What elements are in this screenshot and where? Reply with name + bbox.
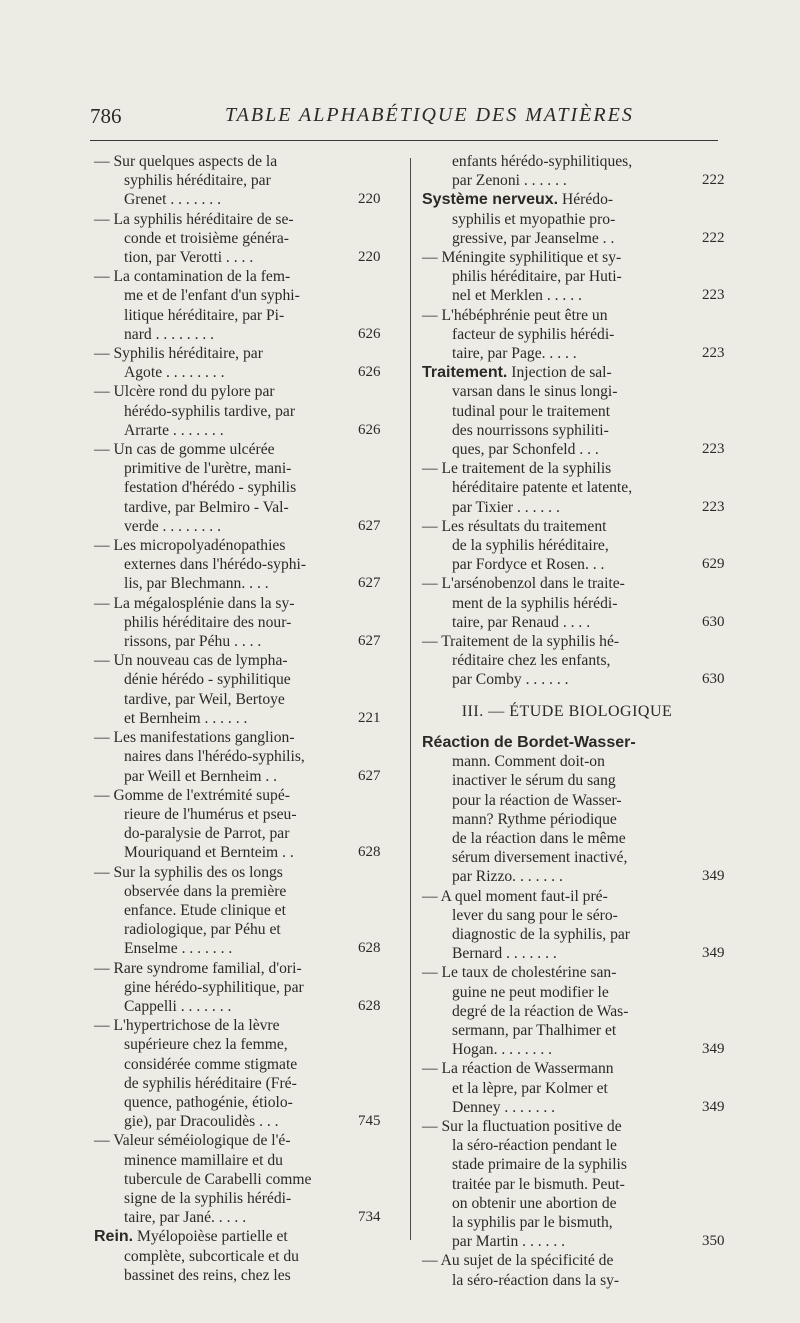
entry-line: la séro-réaction dans la sy-: [452, 1271, 620, 1289]
index-entry: [422, 1059, 712, 1117]
entry-line: par Fordyce et Rosen. . .: [452, 556, 605, 574]
page-reference: 220: [358, 249, 381, 265]
page-reference: 349: [702, 945, 725, 961]
page-reference: 221: [358, 710, 381, 726]
index-entry: [94, 863, 376, 959]
page-reference: 222: [702, 172, 725, 188]
entry-line: Denney . . . . . . .: [452, 1098, 556, 1116]
entry-line: naires dans l'hérédo-syphilis,: [124, 748, 305, 766]
entry-line: Bernard . . . . . . .: [452, 945, 557, 963]
page-reference: 745: [358, 1113, 381, 1129]
entry-line: observée dans la première: [124, 882, 287, 900]
entry-line: la syphilis par le bismuth,: [452, 1213, 613, 1231]
page-reference: 630: [702, 614, 725, 630]
page-reference: 222: [702, 230, 725, 246]
entry-line: verde . . . . . . . .: [124, 517, 222, 535]
entry-line: tudinal pour le traitement: [452, 402, 611, 420]
entry-line: diagnostic de la syphilis, par: [452, 925, 630, 943]
entry-line: et la lèpre, par Kolmer et: [452, 1079, 608, 1097]
page-reference: 349: [702, 868, 725, 884]
entry-line: par Zenoni . . . . . .: [452, 172, 567, 190]
page-reference: 349: [702, 1041, 725, 1057]
index-entry: [94, 1227, 376, 1285]
page-reference: 734: [358, 1209, 381, 1225]
entry-line: me et de l'enfant d'un syphi-: [124, 287, 300, 305]
page-reference: 630: [702, 671, 725, 687]
page-reference: 626: [358, 364, 381, 380]
entry-line: considérée comme stigmate: [124, 1055, 298, 1073]
entry-line: — L'arsénobenzol dans le traite-: [422, 575, 625, 593]
index-entry: [422, 152, 712, 190]
entry-line: — La contamination de la fem-: [94, 268, 291, 286]
entry-line: tardive, par Belmiro - Val-: [124, 498, 289, 516]
entry-line: tardive, par Weil, Bertoye: [124, 690, 285, 708]
entry-line: facteur de syphilis hérédi-: [452, 325, 615, 343]
index-entry: [94, 651, 376, 728]
index-entry: [422, 363, 712, 459]
entry-line: — Le taux de cholestérine san-: [422, 964, 617, 982]
entry-line: signe de la syphilis hérédi-: [124, 1189, 292, 1207]
entry-line: varsan dans le sinus longi-: [452, 383, 618, 401]
entry-line: Enselme . . . . . . .: [124, 940, 233, 958]
entry-line: litique héréditaire, par Pi-: [124, 306, 285, 324]
entry-line: lis, par Blechmann. . . .: [124, 575, 269, 593]
index-entry: [94, 1016, 376, 1131]
entry-line: Mouriquand et Bernteim . .: [124, 844, 294, 862]
entry-line: tubercule de Carabelli comme: [124, 1170, 312, 1188]
index-entry: [422, 733, 712, 887]
entry-line: — L'hypertrichose de la lèvre: [94, 1017, 280, 1035]
entry-line: gine hérédo-syphilitique, par: [124, 978, 304, 996]
index-entry: [422, 459, 712, 517]
entry-line: gressive, par Jeanselme . .: [452, 229, 615, 247]
entry-heading: Système nerveux.: [422, 191, 559, 209]
entry-line: — Rare syndrome familial, d'ori-: [94, 959, 302, 977]
entry-line: nel et Merklen . . . . .: [452, 287, 582, 305]
entry-line: Arrarte . . . . . . .: [124, 421, 224, 439]
entry-heading: Traitement.: [422, 364, 508, 382]
index-entry: [94, 440, 376, 536]
entry-line: — Sur quelques aspects de la: [94, 153, 278, 170]
entry-line: — Méningite syphilitique et sy-: [422, 249, 622, 267]
page-reference: 628: [358, 844, 381, 860]
index-entry: [422, 306, 712, 364]
entry-line: radiologique, par Péhu et: [124, 921, 281, 939]
entry-line: ques, par Schonfeld . . .: [452, 441, 599, 459]
entry-line: héréditaire patente et latente,: [452, 479, 633, 497]
section-title: III. — ÉTUDE BIOLOGIQUE: [461, 702, 673, 720]
index-entry: [94, 728, 376, 786]
entry-line: — La syphilis héréditaire de se-: [94, 210, 294, 228]
entry-line: taire, par Renaud . . . .: [452, 613, 591, 631]
entry-line: réditaire chez les enfants,: [452, 652, 611, 670]
entry-line: sérum diversement inactivé,: [452, 849, 628, 867]
entry-text: Hérédo-: [558, 191, 614, 209]
entry-line: pour la réaction de Wasser-: [452, 791, 622, 809]
index-entry: [422, 632, 712, 690]
entry-line: — Valeur séméiologique de l'é-: [94, 1132, 291, 1150]
entry-line: tion, par Verotti . . . .: [124, 249, 254, 267]
entry-line: de la réaction dans le même: [452, 829, 626, 847]
entry-line: — Syphilis héréditaire, par: [94, 345, 263, 363]
header-rule: [90, 140, 718, 141]
entry-line: — Ulcère rond du pylore par: [94, 383, 275, 401]
entry-line: Hogan. . . . . . . .: [452, 1041, 553, 1059]
page-reference: 223: [702, 287, 725, 303]
entry-line: taire, par Page. . . . .: [452, 345, 577, 363]
right-column: [422, 152, 725, 1290]
column-divider: [410, 158, 411, 1240]
index-entry: [94, 152, 376, 210]
entry-line: on obtenir une abortion de: [452, 1194, 617, 1212]
index-entry: [422, 574, 712, 632]
page-reference: 627: [358, 575, 381, 591]
entry-line: et Bernheim . . . . . .: [124, 709, 248, 727]
entry-line: Agote . . . . . . . .: [124, 364, 225, 382]
entry-line: syphilis et myopathie pro-: [452, 210, 616, 228]
entry-line: conde et troisième généra-: [124, 229, 289, 247]
entry-line: philis héréditaire, par Huti-: [452, 268, 622, 286]
entry-line: Grenet . . . . . . .: [124, 191, 222, 209]
entry-heading: Rein.: [94, 1228, 134, 1246]
page-reference: 628: [358, 998, 381, 1014]
entry-line: — Le traitement de la syphilis: [422, 460, 612, 478]
page-reference: 627: [358, 633, 381, 649]
entry-line: inactiver le sérum du sang: [452, 772, 616, 790]
entry-line: rieure de l'humérus et pseu-: [124, 805, 297, 823]
entry-line: ment de la syphilis hérédi-: [452, 594, 618, 612]
entry-line: primitive de l'urètre, mani-: [124, 460, 292, 478]
entry-line: Cappelli . . . . . . .: [124, 997, 232, 1015]
page-reference: 628: [358, 940, 381, 956]
entry-line: externes dans l'hérédo-syphi-: [124, 556, 307, 574]
entry-line: mann? Rythme périodique: [452, 810, 617, 828]
entry-line: par Comby . . . . . .: [452, 671, 569, 689]
entry-line: quence, pathogénie, étiolo-: [124, 1093, 293, 1111]
page-header: [90, 100, 710, 132]
index-entry: [422, 1251, 712, 1289]
entry-text: Myélopoièse partielle et: [133, 1228, 288, 1246]
entry-line: — A quel moment faut-il pré-: [422, 887, 608, 905]
index-entry: [94, 786, 376, 863]
entry-line: bassinet des reins, chez les: [124, 1266, 291, 1284]
index-entry: [94, 210, 376, 268]
entry-line: — La mégalosplénie dans la sy-: [94, 594, 295, 612]
entry-line: philis héréditaire des nour-: [124, 613, 292, 631]
entry-line: hérédo-syphilis tardive, par: [124, 402, 296, 420]
entry-line: degré de la réaction de Was-: [452, 1002, 629, 1020]
entry-line: taire, par Jané. . . . .: [124, 1209, 247, 1227]
entry-line: — Traitement de la syphilis hé-: [422, 633, 620, 651]
entry-line: par Tixier . . . . . .: [452, 498, 560, 516]
page-reference: 223: [702, 441, 725, 457]
page-reference: 626: [358, 326, 381, 342]
page-reference: 627: [358, 518, 381, 534]
index-entry: [422, 190, 712, 248]
entry-line: par Rizzo. . . . . . .: [452, 868, 563, 886]
index-entry: [94, 959, 376, 1017]
page-reference: 220: [358, 191, 381, 207]
entry-line: — Gomme de l'extrémité supé-: [94, 786, 290, 804]
entry-line: — Un nouveau cas de lympha-: [94, 652, 288, 670]
page-reference: 223: [702, 345, 725, 361]
entry-line: de syphilis héréditaire (Fré-: [124, 1074, 297, 1092]
page-reference: 223: [702, 499, 725, 515]
index-entry: [94, 344, 376, 382]
index-entry: [422, 517, 712, 575]
running-title: TABLE ALPHABÉTIQUE DES MATIÈRES: [225, 104, 634, 126]
entry-line: gie), par Dracoulidès . . .: [124, 1113, 279, 1131]
entry-line: mann. Comment doit-on: [452, 753, 605, 771]
entry-line: — Sur la syphilis des os longs: [94, 863, 283, 881]
index-entry: [422, 248, 712, 306]
page-reference: 627: [358, 768, 381, 784]
entry-line: rissons, par Péhu . . . .: [124, 633, 262, 651]
entry-line: — Les manifestations ganglion-: [94, 729, 295, 747]
page-reference: 629: [702, 556, 725, 572]
entry-line: do-paralysie de Parrot, par: [124, 825, 290, 843]
index-entry: [94, 1131, 376, 1227]
entry-line: festation d'hérédo - syphilis: [124, 479, 297, 497]
entry-line: lever du sang pour le séro-: [452, 906, 618, 924]
entry-line: dénie hérédo - syphilitique: [124, 671, 291, 689]
entry-text: Injection de sal-: [507, 364, 612, 382]
entry-line: — Un cas de gomme ulcérée: [94, 441, 275, 459]
entry-line: supérieure chez la femme,: [124, 1036, 288, 1054]
index-entry: [94, 267, 376, 344]
index-entry: [422, 887, 712, 964]
entry-line: des nourrissons syphiliti-: [452, 421, 609, 439]
entry-line: sermann, par Thalhimer et: [452, 1021, 617, 1039]
entry-line: — Les micropolyadénopathies: [94, 537, 286, 555]
entry-line: — L'hébéphrénie peut être un: [422, 306, 608, 324]
entry-line: de la syphilis héréditaire,: [452, 537, 609, 555]
left-column: [94, 152, 381, 1285]
entry-line: syphilis héréditaire, par: [124, 172, 271, 190]
entry-line: — Les résultats du traitement: [422, 517, 607, 535]
entry-line: complète, subcorticale et du: [124, 1247, 299, 1265]
entry-line: stade primaire de la syphilis: [452, 1156, 627, 1174]
index-entry: [422, 963, 712, 1059]
entry-line: par Weill et Bernheim . .: [124, 767, 278, 785]
entry-line: guine ne peut modifier le: [452, 983, 609, 1001]
index-entry: [94, 594, 376, 652]
entry-line: traitée par le bismuth. Peut-: [452, 1175, 625, 1193]
page-reference: 350: [702, 1233, 725, 1249]
index-entry: [422, 1117, 712, 1251]
entry-line: par Martin . . . . . .: [452, 1233, 566, 1251]
index-entry: [94, 536, 376, 594]
entry-line: enfants hérédo-syphilitiques,: [452, 153, 633, 170]
index-entry: [94, 382, 376, 440]
entry-line: — Sur la fluctuation positive de: [422, 1117, 622, 1135]
entry-line: — La réaction de Wassermann: [422, 1060, 614, 1078]
entry-heading: Réaction de Bordet-Wasser-: [422, 733, 636, 751]
entry-line: nard . . . . . . . .: [124, 325, 215, 343]
page-number: 786: [90, 104, 122, 128]
entry-line: — Au sujet de la spécificité de: [422, 1252, 614, 1270]
page-reference: 349: [702, 1099, 725, 1115]
entry-line: minence mamillaire et du: [124, 1151, 283, 1169]
entry-line: enfance. Etude clinique et: [124, 901, 286, 919]
entry-line: la séro-réaction pendant le: [452, 1137, 617, 1155]
page-reference: 626: [358, 422, 381, 438]
